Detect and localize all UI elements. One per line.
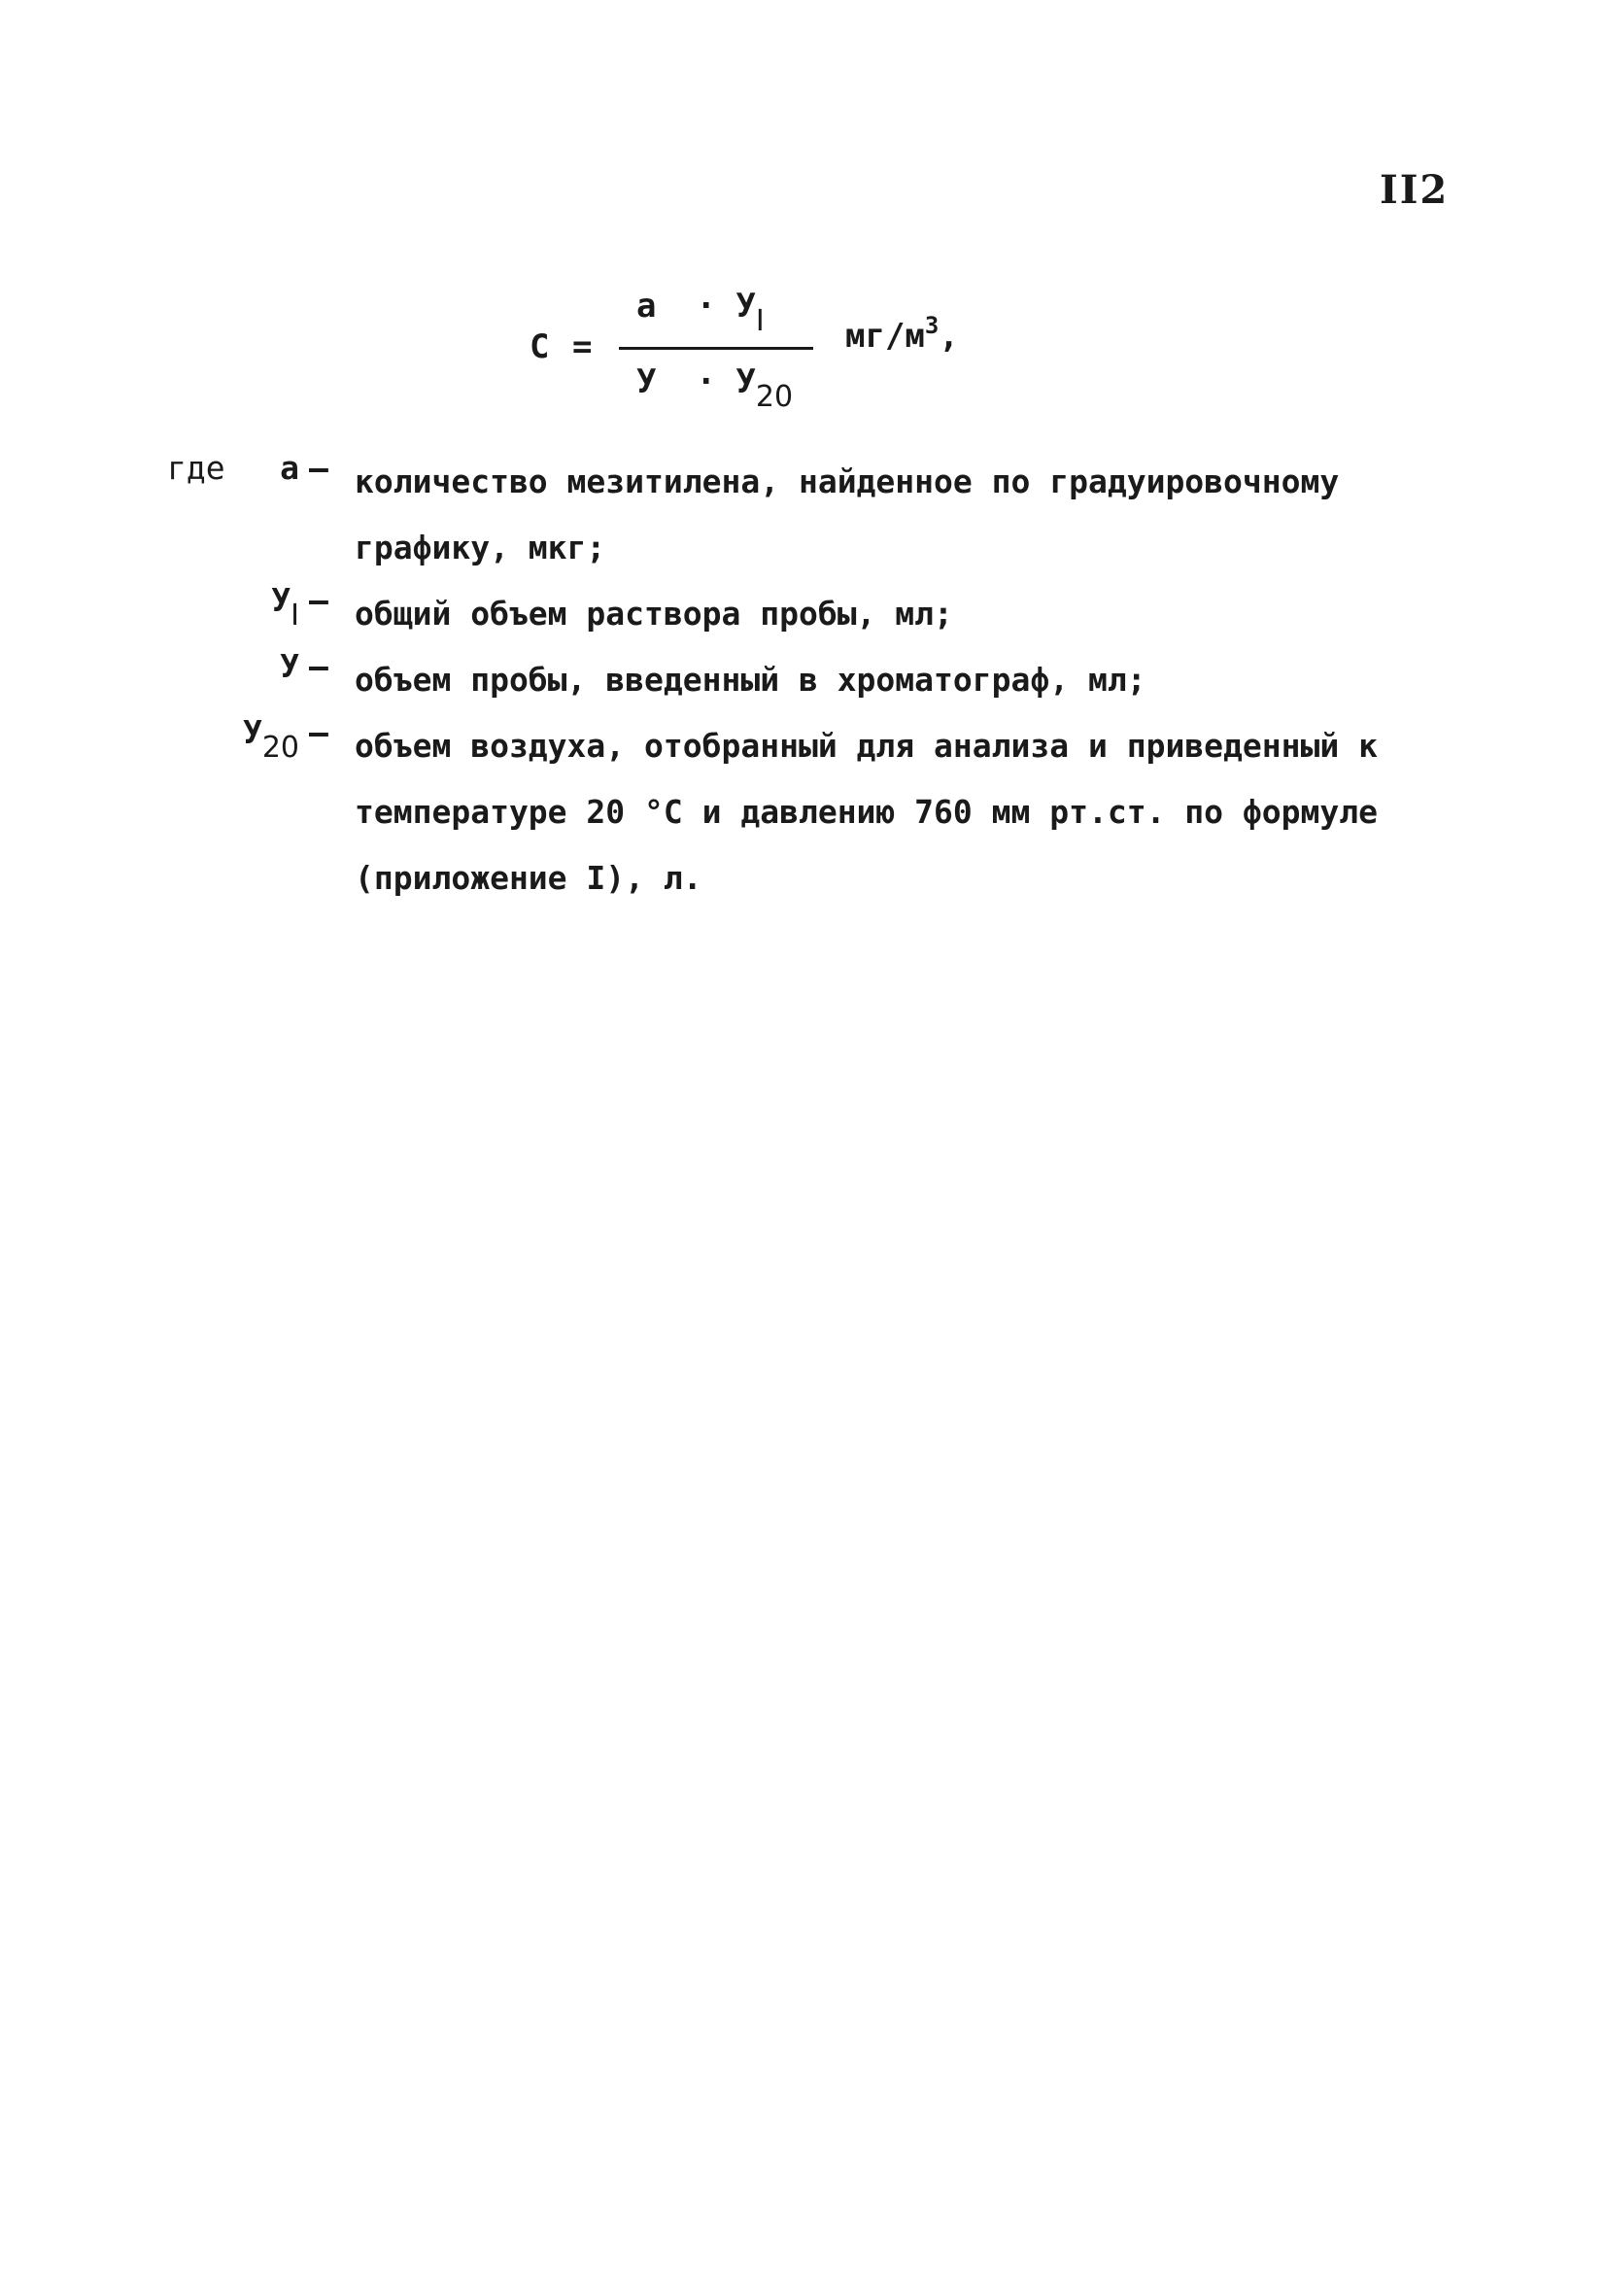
concentration-formula (530, 277, 1015, 432)
page-number: II2 (1380, 167, 1450, 213)
definition-dash: – (309, 449, 328, 487)
fraction-bar (619, 347, 813, 350)
denominator-v: У (636, 362, 657, 401)
unit-tail: , (939, 317, 959, 356)
definition-line: общий объем раствора пробы, мл; (355, 595, 953, 633)
definition-dash: – (309, 581, 328, 619)
definition-line: количество мезитилена, найденное по градуировочному (355, 463, 1340, 500)
definition-line: объем воздуха, отобранный для анализа и приведенный к (355, 727, 1378, 765)
definition-text (355, 713, 1453, 911)
definition-dash: – (309, 647, 328, 685)
denominator-v2-subscript: 20 (755, 380, 794, 414)
formula-denominator (636, 362, 793, 414)
definition-line: графику, мкг; (355, 529, 606, 566)
definition-symbol: a (280, 449, 299, 487)
denominator-dot: · (696, 362, 716, 401)
unit-exponent: 3 (924, 312, 940, 339)
definition-text (355, 581, 1453, 647)
numerator-a: a (636, 287, 657, 326)
definition-dash: – (309, 713, 328, 751)
formula-equals: = (572, 327, 593, 366)
definition-symbol: У (280, 647, 299, 685)
definition-line: (приложение I), л. (355, 859, 702, 897)
numerator-v: У (735, 287, 756, 326)
numerator-dot: · (696, 287, 716, 326)
formula-lhs: C (530, 327, 550, 366)
formula-numerator (636, 287, 765, 338)
denominator-v2: У (735, 362, 756, 401)
definition-symbol: $У_{20}$ (242, 713, 299, 765)
definition-text (355, 647, 1453, 713)
definition-line: температуре 20 °С и давлению 760 мм рт.ст. по формуле (355, 793, 1378, 831)
where-word: где (167, 449, 225, 487)
formula-unit (845, 312, 959, 356)
definition-text (355, 449, 1453, 581)
definition-symbol: $У_I$ (271, 581, 299, 633)
unit-base: мг/м (845, 317, 925, 356)
definition-line: объем пробы, введенный в хроматограф, мл; (355, 661, 1146, 699)
numerator-v-subscript: I (755, 304, 765, 338)
